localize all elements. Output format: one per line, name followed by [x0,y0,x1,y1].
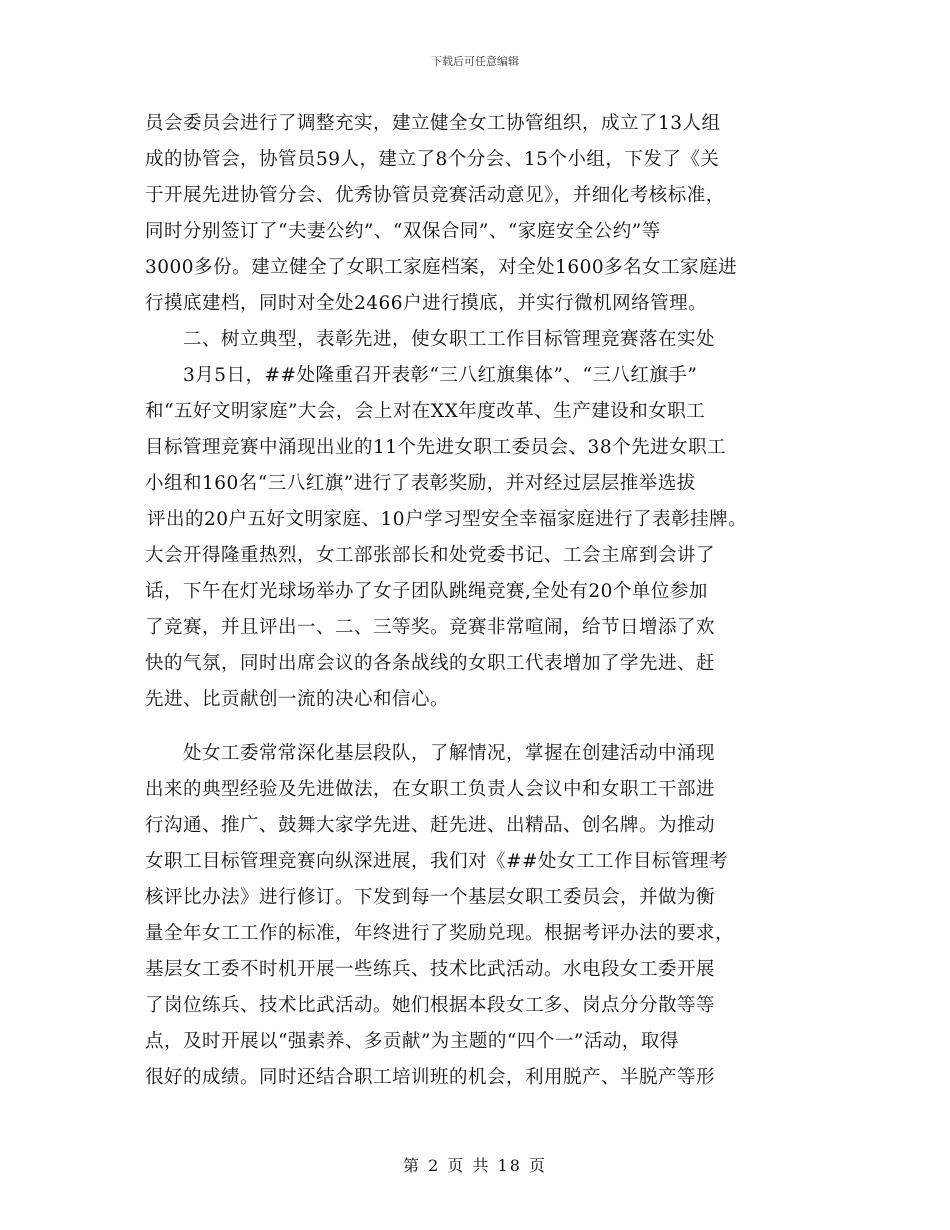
page-header-note: 下载后可任意编辑 [431,55,519,68]
text-line: 于开展先进协管分会、优秀协管员竞赛活动意见》，并细化考核标准， [145,185,725,206]
text-line: 员会委员会进行了调整充实，建立健全女工协管组织，成立了13人组 [145,113,721,134]
text-line: 和“五好文明家庭”大会，会上对在XX年度改革、生产建设和女职工 [145,401,706,422]
text-line: 3月5日，##处隆重召开表彰“三八红旗集体”、“三八红旗手” [183,365,698,386]
text-line: 了岗位练兵、技术比武活动。她们根据本段女工多、岗点分分散等等 [145,995,716,1016]
text-line: 基层女工委不时机开展一些练兵、技术比武活动。水电段女工委开展 [145,959,716,980]
text-line: 快的气氛，同时出席会议的各条战线的女职工代表增加了学先进、赶 [145,653,716,674]
text-line: 大会开得隆重热烈，女工部张部长和处党委书记、工会主席到会讲了 [145,545,716,566]
text-line: 出来的典型经验及先进做法，在女职工负责人会议中和女职工干部进 [145,779,716,800]
text-line: 核评比办法》进行修订。下发到每一个基层女职工委员会，并做为衡 [145,887,716,908]
text-line: 行沟通、推广、鼓舞大家学先进、赶先进、出精品、创名牌。为推动 [145,815,716,836]
text-line: 行摸底建档，同时对全处2466户进行摸底，并实行微机网络管理。 [145,293,708,314]
section-heading: 二、树立典型，表彰先进，使女职工工作目标管理竞赛落在实处 [183,329,716,350]
text-line: 点，及时开展以“强素养、多贡献”为主题的“四个一”活动，取得 [145,1031,679,1052]
text-line: 女职工目标管理竞赛向纵深进展，我们对《##处女工工作目标管理考 [145,851,729,872]
text-line: 话，下午在灯光球场举办了女子团队跳绳竞赛,全处有20个单位参加 [145,581,708,602]
text-line: 先进、比贡献创一流的决心和信心。 [145,689,450,710]
text-line: 很好的成绩。同时还结合职工培训班的机会，利用脱产、半脱产等形 [145,1067,716,1088]
text-line: 目标管理竞赛中涌现出业的11个先进女职工委员会、38个先进女职工 [145,437,727,458]
text-line: 3000多份。建立健全了女职工家庭档案，对全处1600多名女工家庭进 [145,257,738,278]
text-line: 同时分别签订了“夫妻公约”、“双保合同”、“家庭安全公约”等 [145,221,661,242]
text-line: 小组和160名“三八红旗”进行了表彰奖励，并对经过层层推举选拔 [145,473,696,494]
text-line: 了竞赛，并且评出一、二、三等奖。竞赛非常喧闹，给节日增添了欢 [145,617,716,638]
text-line: 成的协管会，协管员59人，建立了8个分会、15个小组，下发了《关 [145,149,720,170]
page-number: 第 2 页 共 18 页 [403,1156,547,1175]
text-line: 处女工委常常深化基层段队，了解情况，掌握在创建活动中涌现 [183,743,716,764]
text-line: 量全年女工工作的标准，年终进行了奖励兑现。根据考评办法的要求， [145,923,735,944]
text-line: 评出的20户五好文明家庭、10户学习型安全幸福家庭进行了表彰挂牌。 [147,509,748,530]
